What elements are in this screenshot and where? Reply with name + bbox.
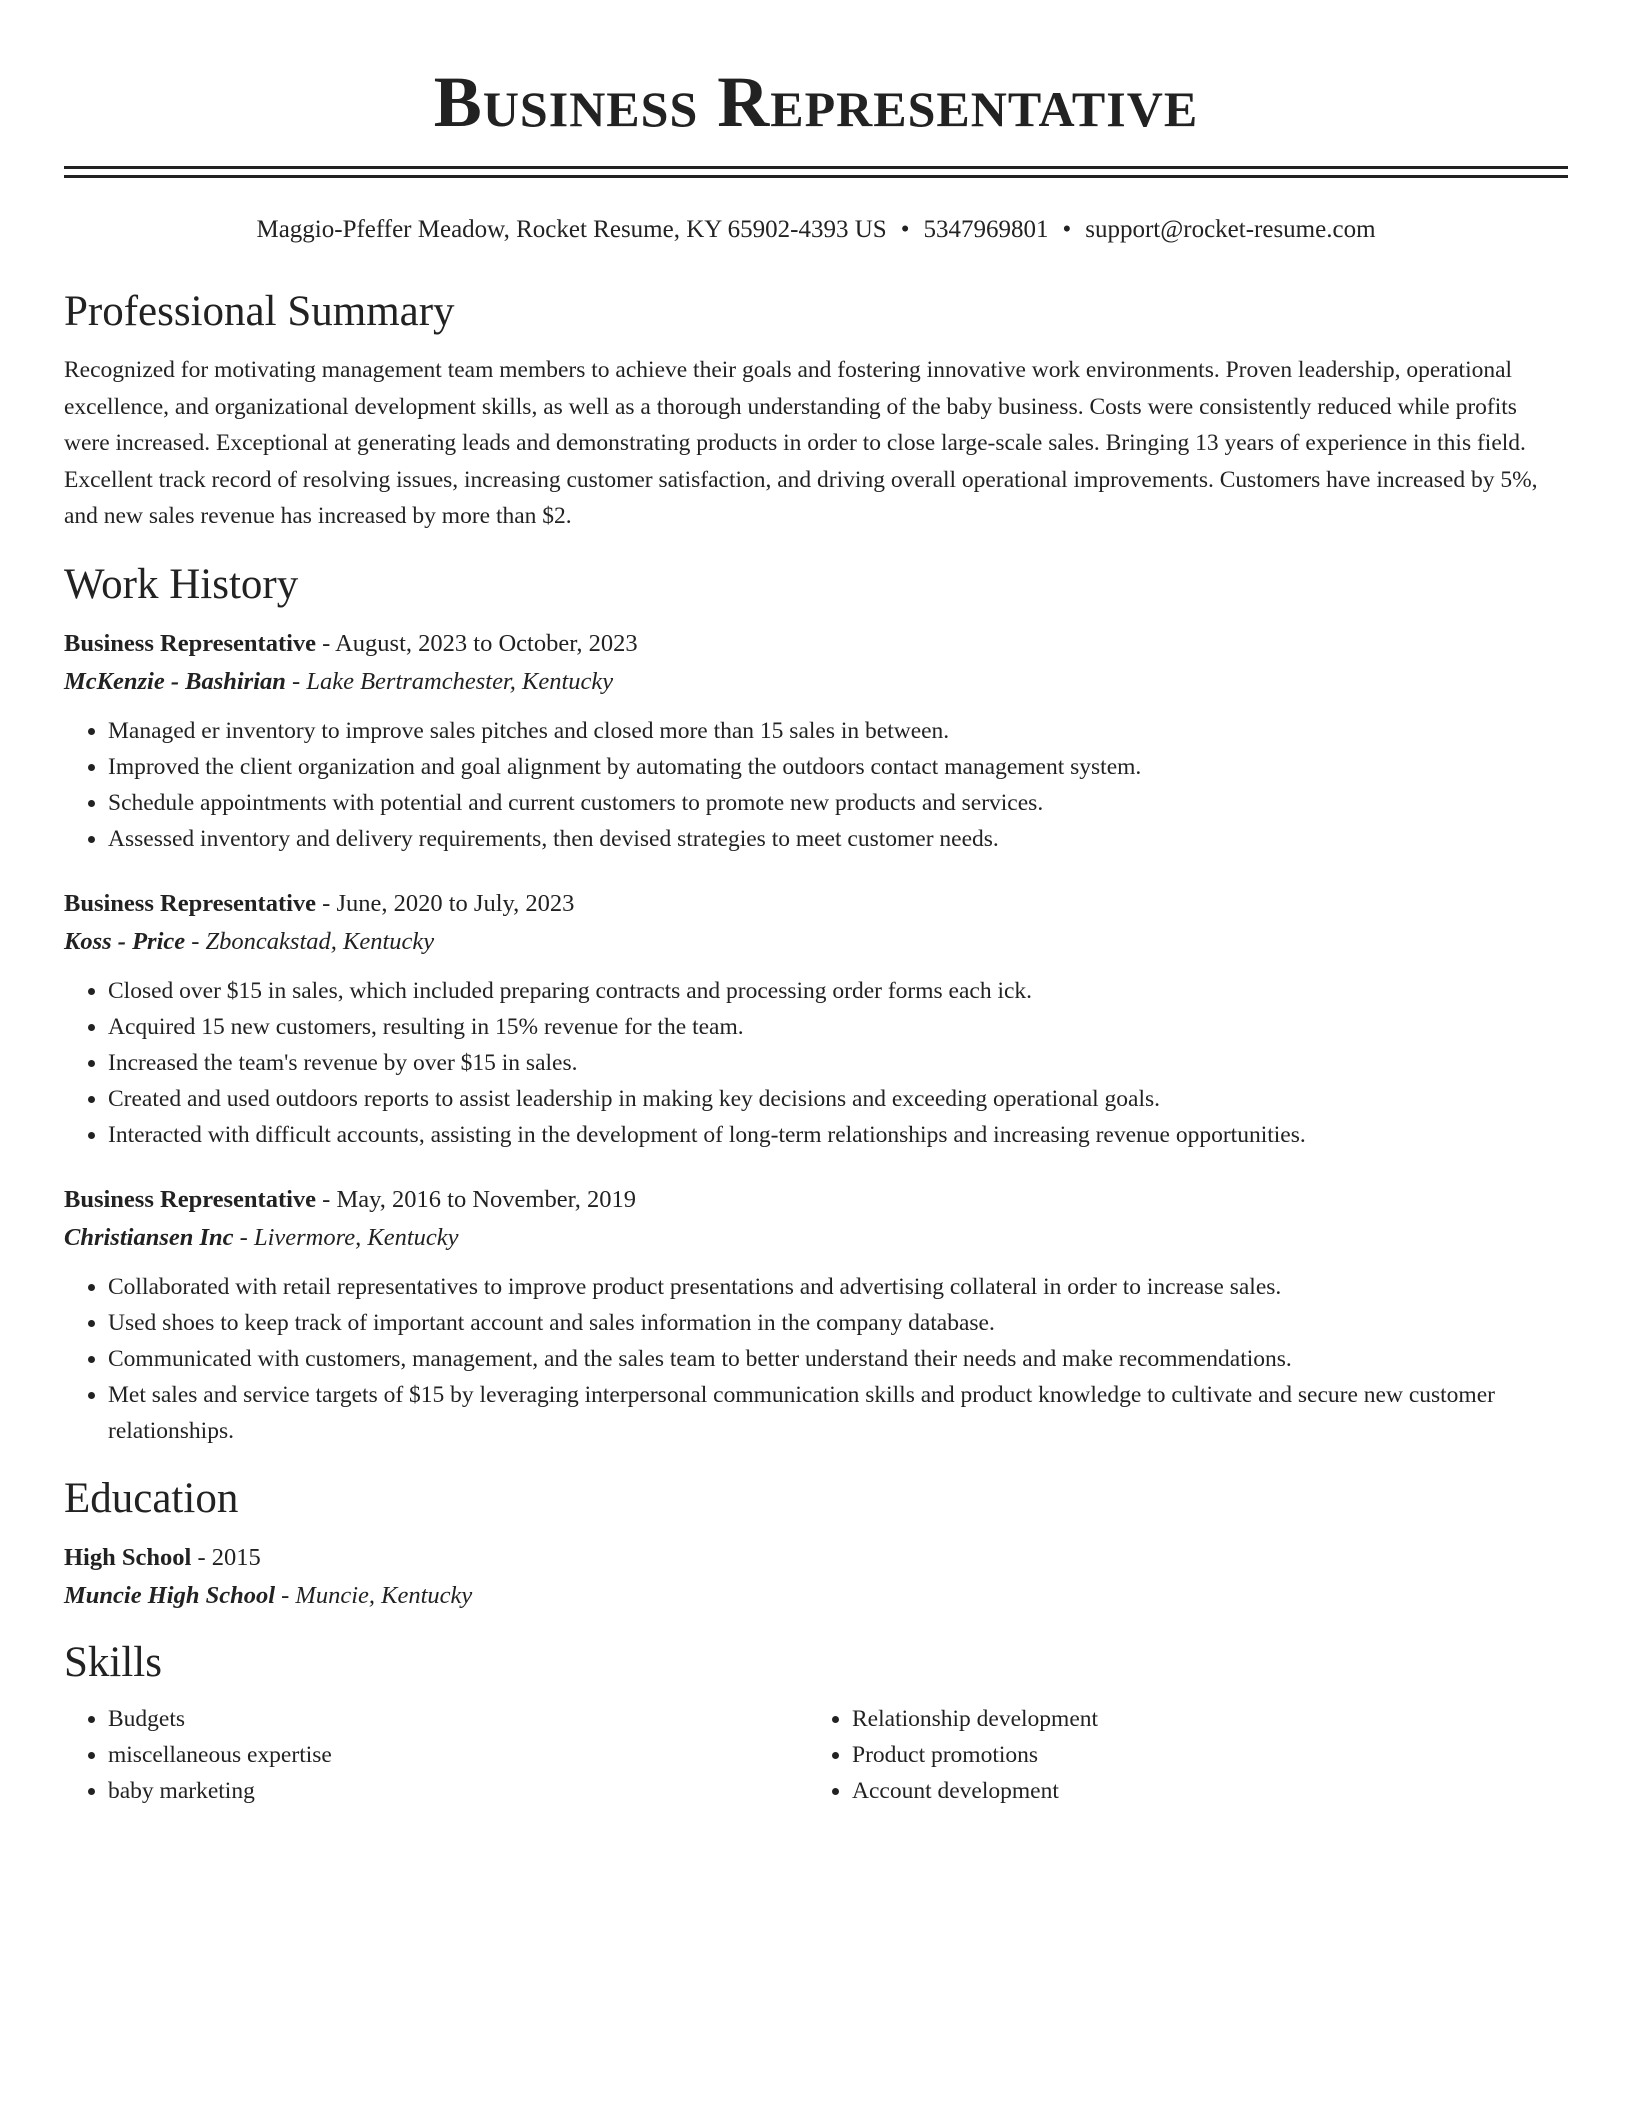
education-entry [64,1539,1568,1615]
skills-column-right [808,1701,1512,1809]
header-rule-top [64,166,1568,169]
list-item: • Assessed inventory and delivery requirements, then devised strategies to meet customer needs. [108,821,1568,857]
skills-list [64,1701,1568,1809]
list-item: • Acquired 15 new customers, resulting in 15% revenue for the team. [108,1009,1568,1045]
skills-column-left [64,1701,808,1809]
summary-heading: Professional Summary [64,288,455,335]
job-title: Business Representative [64,889,317,917]
education-school-line [64,1577,1568,1615]
work-history-heading: Work History [64,560,299,608]
summary-text: Recognized for motivating management team members to achieve their goals and fostering innovative work environments. Proven leadership, operational excellence, and organizational development skills, as well as a thorough understanding of the baby business. Costs were consistently reduced while profits were increased. Exceptional at generating leads and demonstrating products in order to close large-scale sales. Bringing 13 years of experience in this field. Excellent track record of resolving issues, increasing customer satisfaction, and driving overall operational improvements. Customers have increased by 5%, and new sales revenue has increased by more than $2. [64,357,1538,529]
job-company: Christiansen Inc [64,1223,234,1251]
list-item: • Improved the client organization and goal alignment by automating the outdoors contact management system. [108,749,1568,785]
skills-heading: Skills [64,1638,162,1686]
job-title: Business Representative [64,629,317,657]
education-degree-line [64,1539,1568,1577]
skill-item: • Product promotions [852,1737,1512,1773]
job-bullets [64,973,1568,1153]
contact-phone: 5347969801 [923,216,1049,243]
list-item: • Schedule appointments with potential and current customers to promote new products and services. [108,785,1568,821]
job-role-line [64,1181,1568,1219]
skill-item: • Relationship development [852,1701,1512,1737]
list-item: • Collaborated with retail representatives to improve product presentations and advertising collateral in order to increase sales. [108,1269,1568,1305]
skill-item: • baby marketing [108,1773,808,1809]
education-degree: High School [64,1543,192,1571]
list-item: • Closed over $15 in sales, which included preparing contracts and processing order forms each ick. [108,973,1568,1009]
job-company: McKenzie - Bashirian [64,667,286,695]
job-dates: - May, 2016 to November, 2019 [316,1185,637,1213]
list-item: • Managed er inventory to improve sales pitches and closed more than 15 sales in between. [108,713,1568,749]
list-item: • Communicated with customers, management, and the sales team to better understand their needs and make recommendations. [108,1341,1568,1377]
job-entry [64,1181,1568,1449]
list-item: • Interacted with difficult accounts, assisting in the development of long-term relationships and increasing revenue opportunities. [108,1117,1568,1153]
job-dates: - June, 2020 to July, 2023 [316,889,575,917]
header-rule-bottom [64,175,1568,178]
contact-line [64,214,1568,246]
job-entry [64,885,1568,1153]
skill-item: • Budgets [108,1701,808,1737]
contact-address: Maggio-Pfeffer Meadow, Rocket Resume, KY 65902-4393 US [256,216,887,243]
job-role-line [64,625,1568,663]
education-year: - 2015 [191,1543,261,1571]
job-entry [64,625,1568,857]
education-school: Muncie High School [64,1581,276,1609]
job-company-line [64,1219,1568,1257]
candidate-name: Business Representative [433,62,1199,142]
list-item: • Met sales and service targets of $15 by leveraging interpersonal communication skills and product knowledge to cultivate and secure new customer relationships. [108,1377,1568,1449]
job-company-line [64,663,1568,701]
job-company: Koss - Price [64,927,186,955]
skill-item: • Account development [852,1773,1512,1809]
list-item: • Used shoes to keep track of important account and sales information in the company database. [108,1305,1568,1341]
job-bullets [64,713,1568,857]
list-item: • Increased the team's revenue by over $15 in sales. [108,1045,1568,1081]
job-bullets [64,1269,1568,1449]
education-heading: Education [64,1474,239,1522]
education-location: - Muncie, Kentucky [275,1581,473,1609]
contact-separator: • [900,216,910,243]
list-item: • Created and used outdoors reports to assist leadership in making key decisions and exceeding operational goals. [108,1081,1568,1117]
job-company-line [64,923,1568,961]
job-location: - Livermore, Kentucky [233,1223,459,1251]
job-dates: - August, 2023 to October, 2023 [316,629,638,657]
job-title: Business Representative [64,1185,317,1213]
job-role-line [64,885,1568,923]
job-location: - Zboncakstad, Kentucky [185,927,435,955]
contact-email: support@rocket-resume.com [1085,216,1376,243]
skill-item: • miscellaneous expertise [108,1737,808,1773]
contact-separator: • [1062,216,1072,243]
job-location: - Lake Bertramchester, Kentucky [285,667,614,695]
